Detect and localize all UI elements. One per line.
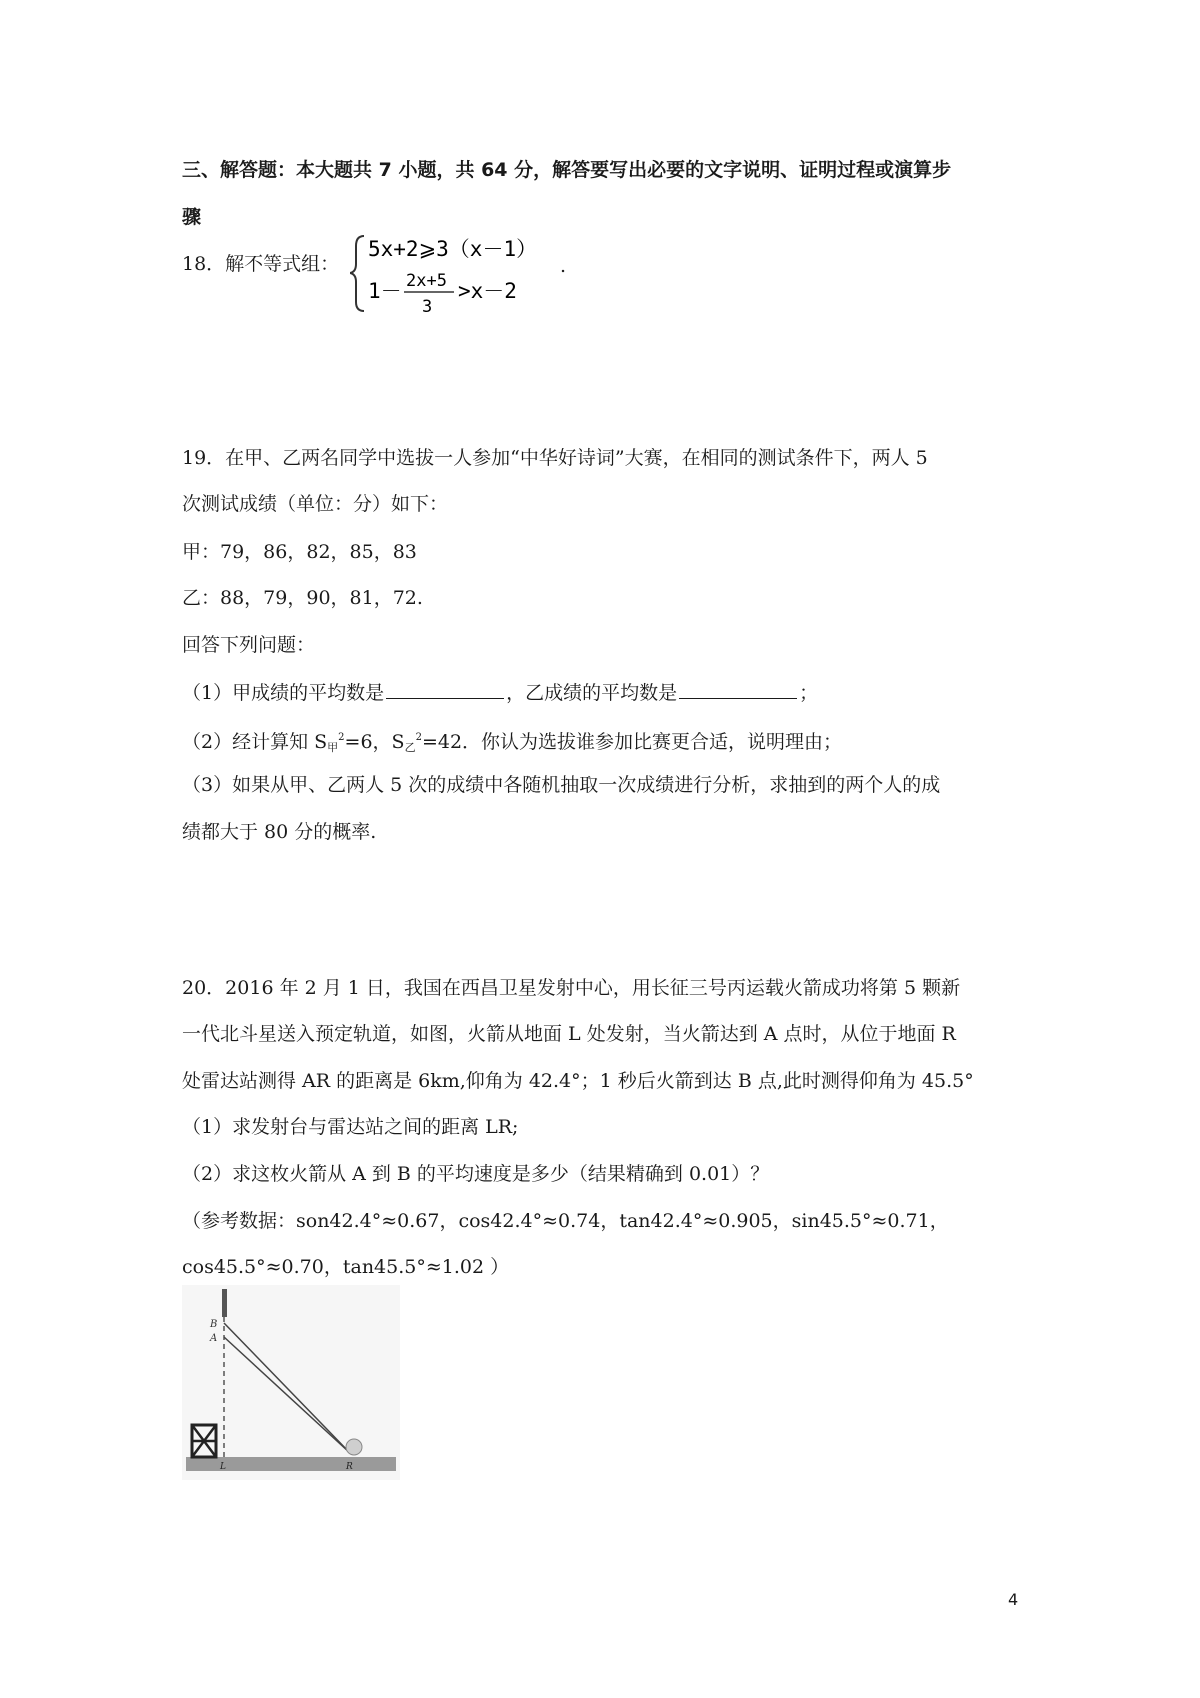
inequality-2-right: >x－2 — [458, 279, 517, 303]
inequality-2-left: 1－ — [368, 279, 402, 303]
label-l: L — [220, 1462, 226, 1472]
q20-line2: 一代北斗星送入预定轨道，如图，火箭从地面 L 处发射，当火箭达到 A 点时，从位于地面 R — [182, 1023, 956, 1045]
q19-jia-scores: 甲：79，86，82，85，83 — [182, 541, 417, 563]
label-r: R — [346, 1462, 353, 1472]
q19-part1-c: ； — [799, 682, 819, 704]
q19-part2 — [182, 724, 842, 762]
q19-line2: 次测试成绩（单位：分）如下： — [182, 493, 449, 515]
q20-part1: （1）求发射台与雷达站之间的距离 LR; — [182, 1116, 519, 1138]
fraction-numerator: 2x+5 — [406, 271, 447, 291]
answer-blank-2[interactable] — [679, 678, 797, 699]
q19-prompt: 回答下列问题： — [182, 634, 316, 656]
inequality-system — [350, 232, 565, 318]
subscript-yi: 乙 — [404, 741, 416, 754]
label-b: B — [210, 1319, 218, 1330]
ground-bar — [186, 1457, 396, 1471]
answer-blank-1[interactable] — [386, 678, 504, 699]
subscript-jia: 甲 — [327, 741, 339, 754]
superscript-2: 2 — [338, 732, 345, 743]
q19-part2-b: =6，S — [344, 731, 405, 753]
section-heading: 三、解答题：本大题共 7 小题，共 64 分，解答要写出必要的文字说明、证明过程或演算步 — [182, 159, 952, 181]
section-heading-cont: 骤 — [182, 206, 202, 228]
label-a: A — [210, 1333, 218, 1344]
fraction-denominator: 3 — [422, 297, 433, 314]
inequality-1: 5x+2⩾3（x－1） — [368, 237, 538, 261]
q19-part1 — [182, 678, 818, 707]
q19-part1-b: ，乙成绩的平均数是 — [506, 682, 678, 704]
rocket-radar-figure — [182, 1285, 400, 1480]
q18-prefix: 18．解不等式组： — [182, 253, 340, 275]
rocket-icon — [222, 1289, 227, 1317]
q19-part3-line1: （3）如果从甲、乙两人 5 次的成绩中各随机抽取一次成绩进行分析，求抽到的两个人的成 — [182, 774, 941, 796]
q19-part2-a: （2）经计算知 S — [182, 731, 328, 753]
q20-line3: 处雷达站测得 AR 的距离是 6km,仰角为 42.4°；1 秒后火箭到达 B 点,此时测得仰角为 45.5° — [182, 1070, 974, 1092]
q20-line1: 20．2016 年 2 月 1 日，我国在西昌卫星发射中心，用长征三号丙运载火箭成功将第 5 颗新 — [182, 977, 961, 999]
q19-part1-a: （1）甲成绩的平均数是 — [182, 682, 385, 704]
superscript-2b: 2 — [415, 732, 422, 743]
q19-part3-line2: 绩都大于 80 分的概率. — [182, 821, 377, 843]
page-number: 4 — [1008, 1590, 1019, 1609]
q20-part2: （2）求这枚火箭从 A 到 B 的平均速度是多少（结果精确到 0.01）？ — [182, 1163, 770, 1185]
radar-dish-icon — [346, 1439, 362, 1455]
q20-reference-line1: （参考数据：son42.4°≈0.67，cos42.4°≈0.74，tan42.4°≈0.905，sin45.5°≈0.71， — [182, 1210, 949, 1232]
q18-suffix: . — [560, 255, 567, 277]
q19-yi-scores: 乙：88，79，90，81，72. — [182, 587, 423, 609]
q20-reference-line2: cos45.5°≈0.70，tan45.5°≈1.02 ） — [182, 1256, 510, 1278]
q19-line1: 19．在甲、乙两名同学中选拔一人参加“中华好诗词”大赛，在相同的测试条件下，两人 5 — [182, 447, 928, 469]
q19-part2-c: =42．你认为选拔谁参加比赛更合适，说明理由； — [421, 731, 843, 753]
